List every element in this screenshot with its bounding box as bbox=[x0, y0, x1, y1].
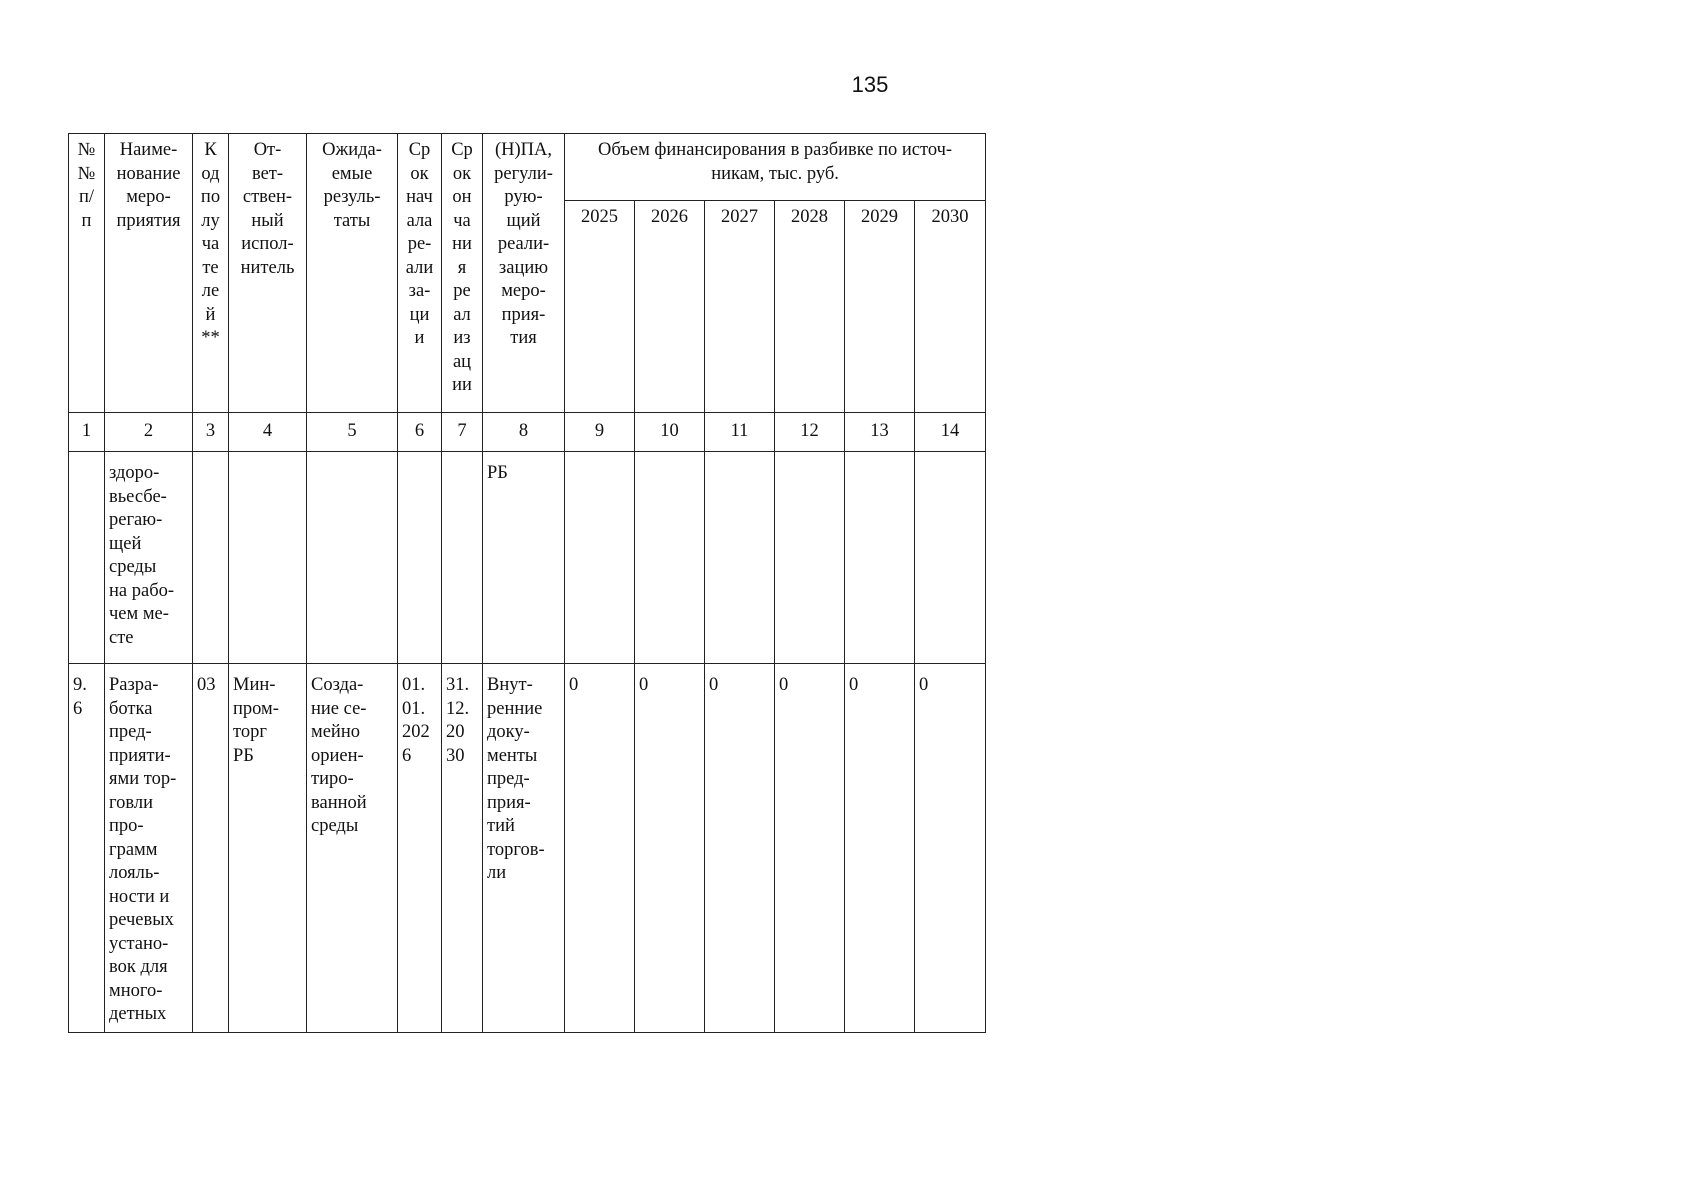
header-year: 2025 bbox=[565, 201, 635, 413]
end-date: 31. 12. 20 30 bbox=[442, 664, 483, 1033]
header-number: № № п/ п bbox=[69, 134, 105, 413]
column-number: 2 bbox=[105, 413, 193, 452]
funding-2030: 0 bbox=[915, 664, 986, 1033]
column-number-row bbox=[69, 413, 986, 452]
header-financing: Объем финансирования в разбивке по источ- никам, тыс. руб. bbox=[565, 134, 986, 201]
regulation: РБ bbox=[483, 452, 565, 664]
column-number: 13 bbox=[845, 413, 915, 452]
expected-results bbox=[307, 452, 398, 664]
activity-name: Разра- ботка пред- прияти- ями тор- говли про- грамм лояль- ности и речевых устано- вок для много- детных bbox=[105, 664, 193, 1033]
expected-results: Созда- ние се- мейно ориен- тиро- ванной среды bbox=[307, 664, 398, 1033]
column-number: 7 bbox=[442, 413, 483, 452]
column-number: 5 bbox=[307, 413, 398, 452]
column-number: 6 bbox=[398, 413, 442, 452]
start-date bbox=[398, 452, 442, 664]
recipient-code: 03 bbox=[193, 664, 229, 1033]
header-recipient-code: К од по лу ча те ле й ** bbox=[193, 134, 229, 413]
funding-2025: 0 bbox=[565, 664, 635, 1033]
page-number: 135 bbox=[851, 72, 889, 97]
funding-2026 bbox=[635, 452, 705, 664]
header-end-date: Ср ок он ча ни я ре ал из ац ии bbox=[442, 134, 483, 413]
funding-2027 bbox=[705, 452, 775, 664]
column-number: 4 bbox=[229, 413, 307, 452]
header-year: 2028 bbox=[775, 201, 845, 413]
header-expected-results: Ожида- емые резуль- таты bbox=[307, 134, 398, 413]
funding-2025 bbox=[565, 452, 635, 664]
header-start-date: Ср ок нач ала ре- али за- ци и bbox=[398, 134, 442, 413]
executor: Мин- пром- торг РБ bbox=[229, 664, 307, 1033]
header-year: 2027 bbox=[705, 201, 775, 413]
funding-2028 bbox=[775, 452, 845, 664]
executor bbox=[229, 452, 307, 664]
column-number: 3 bbox=[193, 413, 229, 452]
funding-2030 bbox=[915, 452, 986, 664]
funding-2029 bbox=[845, 452, 915, 664]
header-year: 2030 bbox=[915, 201, 986, 413]
funding-2029: 0 bbox=[845, 664, 915, 1033]
column-number: 1 bbox=[69, 413, 105, 452]
recipient-code bbox=[193, 452, 229, 664]
header-executor: От- вет- ствен- ный испол- нитель bbox=[229, 134, 307, 413]
column-number: 12 bbox=[775, 413, 845, 452]
column-number: 9 bbox=[565, 413, 635, 452]
regulation: Внут- ренние доку- менты пред- прия- тий торгов- ли bbox=[483, 664, 565, 1033]
funding-2026: 0 bbox=[635, 664, 705, 1033]
header-activity-name: Наиме- нование меро- приятия bbox=[105, 134, 193, 413]
column-number: 8 bbox=[483, 413, 565, 452]
header-year: 2026 bbox=[635, 201, 705, 413]
table-row bbox=[69, 664, 986, 1033]
activity-name: здоро- вьесбе- регаю- щей среды на рабо- чем ме- сте bbox=[105, 452, 193, 664]
column-number: 10 bbox=[635, 413, 705, 452]
funding-2028: 0 bbox=[775, 664, 845, 1033]
header-row bbox=[69, 134, 986, 201]
column-number: 14 bbox=[915, 413, 986, 452]
row-number bbox=[69, 452, 105, 664]
row-number: 9. 6 bbox=[69, 664, 105, 1033]
column-number: 11 bbox=[705, 413, 775, 452]
header-year: 2029 bbox=[845, 201, 915, 413]
activities-table bbox=[68, 133, 986, 1033]
funding-2027: 0 bbox=[705, 664, 775, 1033]
start-date: 01. 01. 202 6 bbox=[398, 664, 442, 1033]
table-row bbox=[69, 452, 986, 664]
end-date bbox=[442, 452, 483, 664]
header-regulation: (Н)ПА, регули- рую- щий реали- зацию меро- прия- тия bbox=[483, 134, 565, 413]
